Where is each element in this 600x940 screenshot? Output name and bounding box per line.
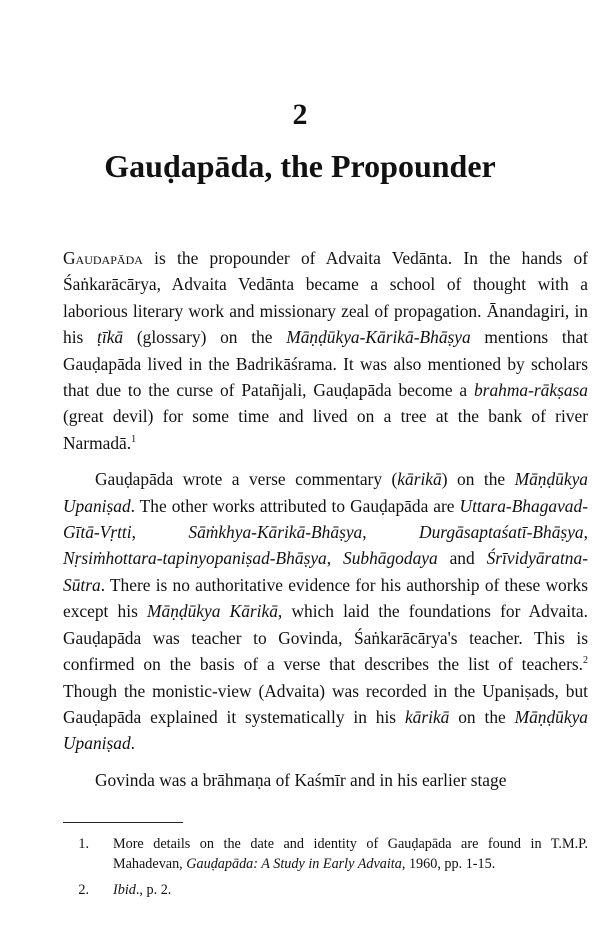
footnote-number: 1. bbox=[78, 836, 89, 852]
footnote-number: 2. bbox=[78, 882, 89, 898]
text-run: More details on the date and identity of Gauḍapāda are found in T.M.P. Mahadevan, bbox=[113, 836, 588, 872]
body-text bbox=[63, 245, 588, 803]
paragraph-3: Govinda was a brāhmaṇa of Kaśmīr and in his earlier stage bbox=[95, 769, 507, 790]
italic-title: Māṇḍūkya Upaniṣad bbox=[63, 706, 588, 754]
footnote-divider bbox=[63, 822, 183, 823]
italic-title: Durgāsaptaśatī-Bhāṣya bbox=[419, 522, 584, 543]
text-run: (great devil) for some time and lived on a tree at the bank of river Narmadā. bbox=[63, 406, 588, 453]
italic-title: Uttara-Bhagavad-Gītā-Vṛtti bbox=[63, 495, 588, 543]
text-run: , bbox=[326, 548, 343, 569]
italic-term: brahma-rākṣasa bbox=[473, 380, 588, 401]
text-run: , bbox=[362, 522, 420, 543]
footnote-text bbox=[113, 834, 588, 874]
text-run: on the bbox=[449, 706, 515, 727]
text-run: , bbox=[583, 522, 588, 543]
italic-term: Ibid bbox=[113, 882, 136, 898]
text-run: , bbox=[131, 522, 189, 543]
italic-title: Śrīvidyāratna-Sūtra bbox=[63, 548, 588, 595]
text-run: (glossary) on the bbox=[123, 327, 287, 348]
text-run: . There is no authoritative evidence for his authorship of these works except his bbox=[63, 574, 588, 622]
text-run: and bbox=[437, 548, 487, 569]
italic-term: kārikā bbox=[404, 706, 450, 727]
italic-title: Māṇḍūkya Upaniṣad bbox=[63, 469, 588, 516]
italic-title: Gauḍapāda: A Study in Early Advaita bbox=[186, 856, 402, 872]
paragraph-1 bbox=[63, 245, 588, 456]
italic-term: kārikā bbox=[397, 469, 442, 490]
text-run: Though the monistic-view (Advaita) was recorded in the Upaniṣads, but Gauḍapāda explained it systematically in his bbox=[63, 680, 588, 727]
italic-title: Nṛsiṁhottara-tapinyopaniṣad-Bhāṣya bbox=[63, 548, 327, 569]
footnote-text bbox=[113, 880, 588, 900]
text-run: ) on the bbox=[441, 469, 515, 490]
italic-title: Māṇḍūkya Kārikā bbox=[147, 601, 278, 622]
chapter-title: Gauḍapāda, the Propounder bbox=[104, 148, 496, 184]
chapter-number: 2 bbox=[292, 98, 308, 131]
text-run: . The other works attributed to Gauḍapāda are bbox=[130, 495, 460, 516]
italic-title: Sāṁkhya-Kārikā-Bhāṣya bbox=[188, 522, 363, 543]
footnote-ref: 2 bbox=[583, 655, 588, 667]
text-run: is the propounder of Advaita Vedānta. In the hands of Śaṅkarācārya, Advaita Vedānta became a school of thought with a laborious literary work and missionary zeal of propagation. Ānandagiri, in his bbox=[63, 248, 588, 348]
text-run: Gauḍapāda wrote a verse commentary ( bbox=[95, 469, 398, 490]
footnote-2 bbox=[63, 880, 588, 900]
lead-word: Gaudapāda bbox=[63, 248, 143, 268]
text-run: , 1960, pp. 1-15. bbox=[401, 856, 496, 872]
text-run: . bbox=[130, 733, 135, 754]
footnote-ref: 1 bbox=[131, 434, 137, 446]
text-run: ., p. 2. bbox=[135, 882, 172, 898]
footnotes bbox=[63, 834, 588, 906]
text-run: , which laid the foundations for Advaita. Gauḍapāda was teacher to Govinda, Śaṅkarācārya's teacher. This is confirmed on the basis of a verse that describes the list of teachers. bbox=[63, 601, 588, 675]
footnote-1 bbox=[63, 834, 588, 874]
italic-title: Māṇḍūkya-Kārikā-Bhāṣya bbox=[286, 327, 471, 348]
italic-title: Subhāgodaya bbox=[343, 548, 438, 569]
paragraph-2 bbox=[63, 466, 588, 756]
italic-term: ṭīkā bbox=[97, 327, 124, 348]
text-run: mentions that Gauḍapāda lived in the Badrikāśrama. It was also mentioned by scholars that due to the curse of Patañjali, Gauḍapāda become a bbox=[63, 327, 588, 401]
